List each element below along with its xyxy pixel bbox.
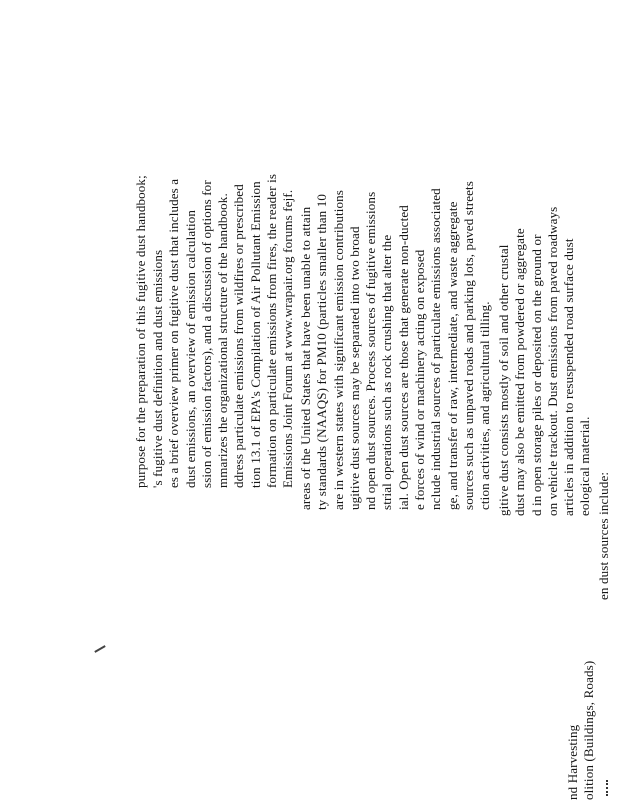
text-line: purpose for the preparation of this fugitive dust handbook; xyxy=(133,175,148,488)
text-line: olition (Buildings, Roads) xyxy=(581,660,596,800)
text-line: are in western states with significant emission contributions xyxy=(331,189,346,510)
text-line: ction activities, and agricultural tilling. xyxy=(477,301,492,510)
text-line: strial operations such as rock crushing that alter the xyxy=(379,234,394,510)
text-line: mmarizes the organizational structure of the handbook. xyxy=(215,193,230,488)
text-line: es a brief overview primer on fugitive dust that includes a xyxy=(166,178,181,488)
text-line: ssion of emission factors), and a discussion of options for xyxy=(199,180,214,488)
text-line: e forces of wind or machinery acting on exposed xyxy=(412,249,427,510)
text-line: nd Harvesting xyxy=(565,724,580,800)
text-line: ty standards (NAAQS) for PM10 (particles smaller than 10 xyxy=(314,193,329,510)
text-line: en dust sources include: xyxy=(596,471,611,600)
text-line: Emissions Joint Forum at www.wrapair.org forums fejf. xyxy=(280,189,295,488)
text-line: sources such as unpaved roads and parking lots, paved streets xyxy=(461,180,476,510)
text-line: nclude industrial sources of particulate emissions associated xyxy=(428,188,443,510)
text-line: dust may also be emitted from powdered or aggregate xyxy=(512,228,527,516)
scan-edge-artifact xyxy=(606,780,611,796)
text-line: gitive dust consists mostly of soil and other crustal xyxy=(496,244,511,516)
text-line: nd open dust sources. Process sources of fugitive emissions xyxy=(363,191,378,510)
text-line: areas of the United States that have been unable to attain xyxy=(298,206,313,510)
text-line: tion 13.1 of EPA's Compilation of Air Pollutant Emission xyxy=(248,181,263,488)
text-line: 's fugitive dust definition and dust emissions xyxy=(150,249,165,488)
text-line: articles in addition to resuspended road surface dust xyxy=(561,238,576,516)
text-line: on vehicle trackout. Dust emissions from paved roadways xyxy=(545,206,560,516)
text-line: ugitive dust sources may be separated into two broad xyxy=(347,226,362,510)
text-line: eological material. xyxy=(577,416,592,516)
text-line: ge, and transfer of raw, intermediate, and waste aggregate xyxy=(445,201,460,510)
text-line: d in open storage piles or deposited on the ground or xyxy=(529,234,544,516)
text-line: ddress particulate emissions from wildfires or prescribed xyxy=(231,184,246,488)
text-line: formation on particulate emissions from fires, the reader is xyxy=(264,173,279,488)
text-line: dust emissions, an overview of emission calculation xyxy=(183,209,198,488)
text-line: ial. Open dust sources are those that generate non-ducted xyxy=(396,205,411,510)
